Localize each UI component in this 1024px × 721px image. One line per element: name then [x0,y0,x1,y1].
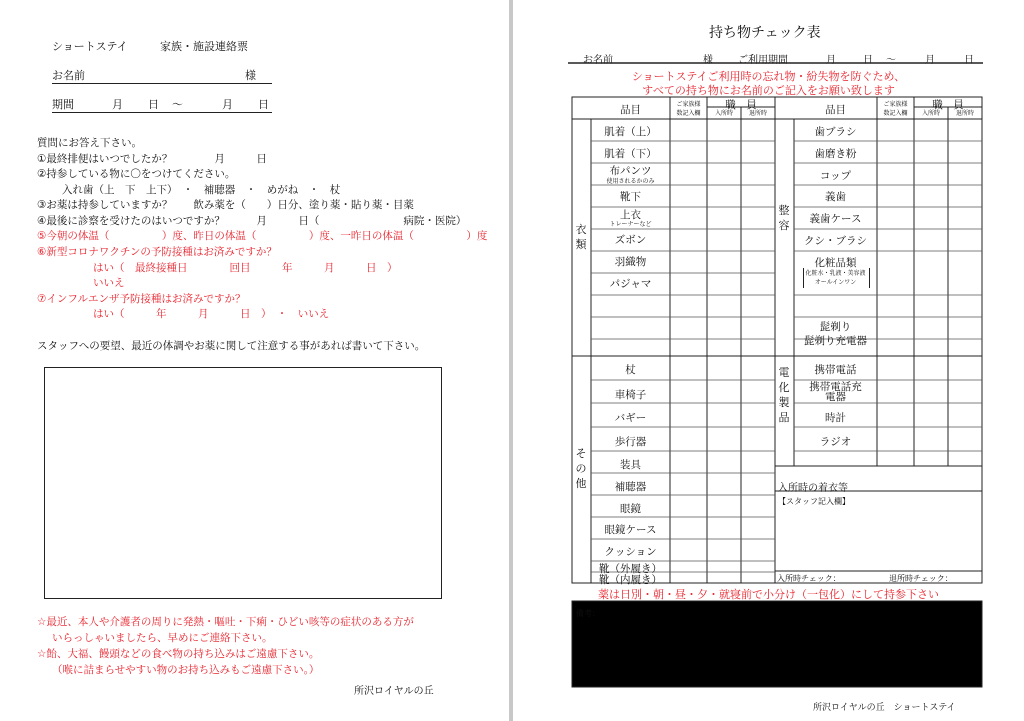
category-clothing: 衣 類 [575,223,587,251]
item-radio: ラジオ [819,436,852,448]
item-buggy: バギー [614,412,647,424]
usage-day-1: 日 [863,55,873,66]
item-dentures: 義歯 [825,191,846,203]
notice-illness-1: ☆最近、本人や介護者の周りに発熱・嘔吐・下痢・ひどい咳等の症状のある方が [37,616,414,628]
notice-food-1: ☆飴、大福、饅頭などの食べ物の持ち込みはご遠慮下さい。 [37,648,320,660]
item-cane: 杖 [625,364,636,376]
staff-entry-label: 【スタッフ記入欄】 [778,497,850,506]
header-out-left: 退所時 [748,110,767,117]
item-toothbrush: 歯ブラシ [814,126,857,138]
name-suffix: 様 [245,69,256,82]
notice-food-2: （喉に詰まらせやすい物のお持ち込みもご遠慮下さい。） [52,664,320,676]
period-day-1: 日 [148,98,159,111]
item-shaver: 髭剃り [819,321,852,333]
item-top-wear: 上衣 [620,209,641,221]
item-indoor-shoes: 靴（内履き） [599,574,662,586]
item-top-wear-note: トレーナーなど [609,221,652,228]
form-title: 家族・施設連絡票 [160,40,248,53]
questions-intro: 質問にお答え下さい。 [37,137,142,149]
name-request-line-1: ショートステイご利用時の忘れ物・紛失物を防ぐため、 [631,70,906,83]
question-2: ②持参している物に〇をつけてください。 [37,168,236,180]
item-glasses-case: 眼鏡ケース [604,524,657,536]
period-day-2: 日 [258,98,269,111]
category-grooming: 整 容 [778,204,790,232]
question-1: ①最終排便はいつでしたか？ 月 日 [37,153,267,165]
usage-day-2: 日 [964,55,974,66]
checklist-name-label: お名前 [583,55,613,66]
notice-illness-2: いらっしゃいましたら、早めにご連絡下さい。 [52,632,273,644]
header-family-sub-right: 数記入欄 [883,110,908,117]
period-label: 期間 [52,98,74,111]
item-comb-brush: クシ・ブラシ [804,235,867,247]
item-orthosis: 装具 [620,459,641,471]
category-electric: 電 化 製 品 [778,366,790,424]
question-5: ⑤今朝の体温（ ）度、昨日の体温（ ）度、一昨日の体温（ ）度 [37,230,488,242]
header-family-left: ご家族様 [676,101,701,108]
period-line[interactable] [52,98,272,113]
question-6: ⑥新型コロナワクチンの予防接種はお済みですか？ [37,246,277,258]
checklist-footer: 所沢ロイヤルの丘 ショートステイ [813,703,956,713]
item-trousers: ズボン [614,234,647,246]
cosmetics-bracket [803,268,870,288]
question-7-answer: はい（ 年 月 日 ） ・ いいえ [93,308,330,320]
medication-instruction: 薬は日別・朝・昼・夕・就寝前で小分け（一包化）にして持参下さい [598,588,939,601]
check-out-label: 退所時チェック： [889,574,953,583]
item-hearing-aid: 補聴器 [614,481,647,493]
header-in-left: 入所時 [714,110,733,117]
usage-month-1: 月 [826,55,836,66]
period-month-1: 月 [112,98,123,111]
item-cushion: クッション [604,546,657,558]
question-2-items: 入れ歯（上 下 上下） ・ 補聴器 ・ めがね ・ 杖 [62,184,341,196]
item-pajamas: パジャマ [609,278,652,290]
item-cosmetics-note-1: 化粧水・乳液・美容液 [805,270,866,277]
question-7: ⑦インフルエンザ予防接種はお済みですか？ [37,293,246,305]
header-family-right: ご家族様 [883,101,908,108]
item-toothpaste: 歯磨き粉 [814,148,857,160]
header-in-right: 入所時 [921,110,940,117]
item-clock: 時計 [825,412,846,424]
item-shaver-charger: 髭剃り充電器 [804,335,867,347]
facility-name: 所沢ロイヤルの丘 [354,686,434,697]
staff-request-box[interactable] [44,367,442,599]
item-cloth-pants: 布パンツ [609,165,652,177]
header-item-right: 品目 [825,104,846,116]
question-6-yes: はい（ 最終接種日 回目 年 月 日 ） [93,262,398,274]
family-contact-form-page [0,0,509,721]
header-family-sub-left: 数記入欄 [676,110,701,117]
item-cloth-pants-note: 使用されるかのみ [606,178,655,185]
remarks-label: 備考： [576,609,600,618]
period-tilde: 〜 [172,98,183,111]
staff-request-label: スタッフへの要望、最近の体調やお薬に関して注意する事があれば書いて下さい。 [37,340,426,352]
header-staff-left: 職 員 [725,99,757,111]
check-in-label: 入所時チェック： [777,574,841,583]
item-mobile-phone: 携帯電話 [814,364,857,376]
remarks-box[interactable] [573,602,981,686]
item-denture-case: 義歯ケース [809,213,862,225]
question-6-no: いいえ [93,277,125,289]
item-socks: 靴下 [620,191,641,203]
item-underwear-top: 肌着（上） [604,126,657,138]
item-phone-charger: 携帯電話充電器 [809,381,862,403]
usage-month-2: 月 [925,55,935,66]
header-item-left: 品目 [620,104,641,116]
category-other: そ の 他 [575,447,587,490]
checklist-name-suffix: 様 [703,55,713,66]
question-3: ③お薬は持参していますか？ 飲み薬を（ ）日分、塗り薬・貼り薬・目薬 [37,199,414,211]
item-cup: コップ [819,170,852,182]
arrival-clothes-label: 入所時の着衣等 [778,483,848,494]
header-out-right: 退所時 [955,110,974,117]
header-staff-right: 職 員 [932,99,964,111]
belongings-checklist-page [513,0,1024,721]
period-month-2: 月 [222,98,233,111]
item-walker: 歩行器 [614,436,647,448]
usage-tilde: 〜 [886,55,896,66]
usage-period-label: ご利用期間 [738,55,788,66]
name-line[interactable] [52,69,272,84]
item-outdoor-shoes: 靴（外履き） [599,563,662,575]
form-title-prefix: ショートステイ [52,40,128,53]
item-outerwear: 羽織物 [614,256,647,268]
item-cosmetics-note-2: オールインワン [814,279,857,286]
item-cosmetics: 化粧品類 [814,257,857,269]
checklist-title: 持ち物チェック表 [709,25,821,41]
question-4: ④最後に診察を受けたのはいつですか？ 月 日（ 病院・医院） [37,215,467,227]
item-underwear-bottom: 肌着（下） [604,148,657,160]
name-label: お名前 [52,69,85,82]
item-glasses: 眼鏡 [620,503,641,515]
name-request-line-2: すべての持ち物にお名前のご記入をお願い致します [642,84,895,97]
item-wheelchair: 車椅子 [614,389,647,401]
